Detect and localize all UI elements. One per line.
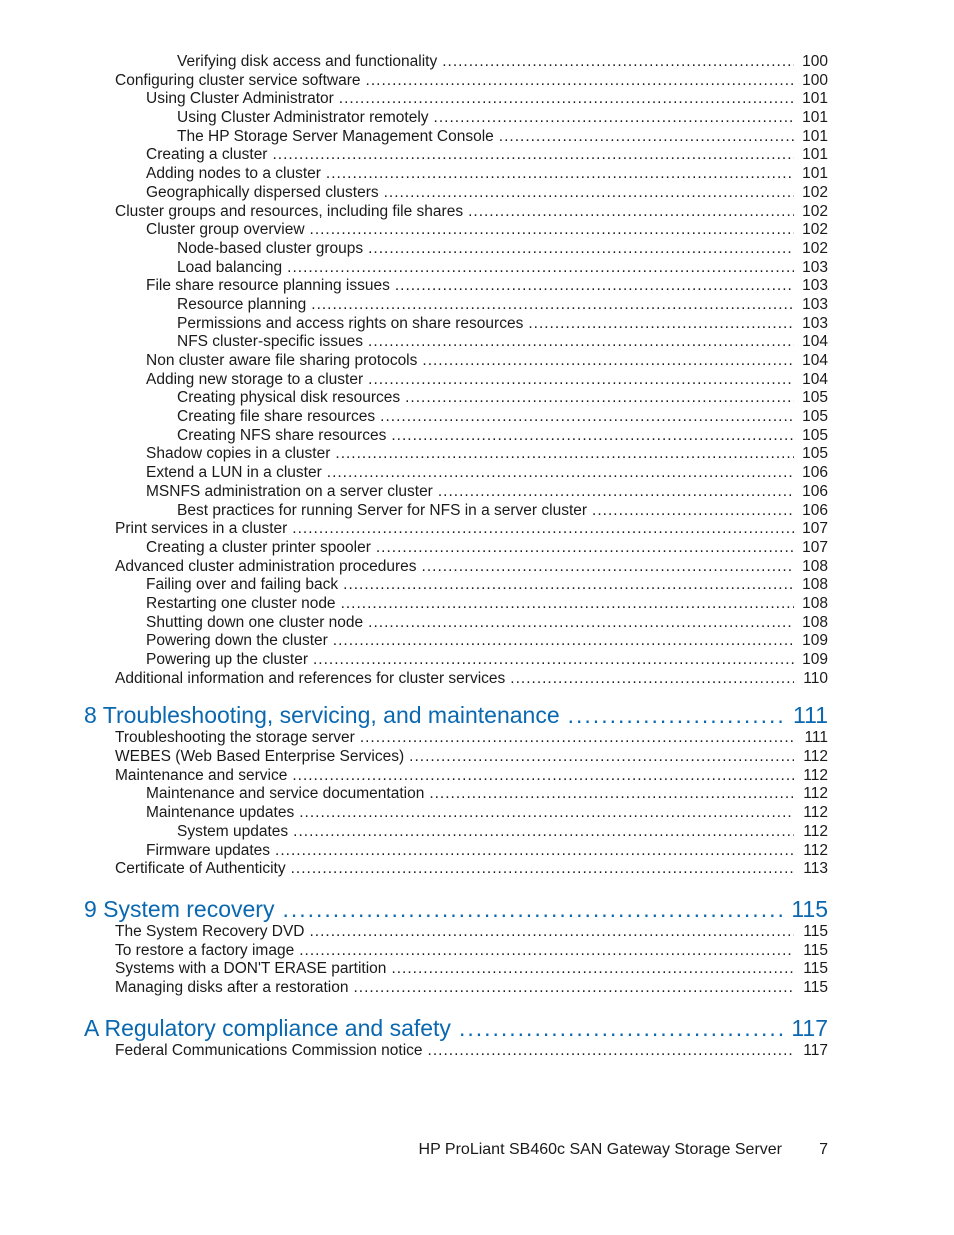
toc-entry-title: Maintenance and service [115, 766, 288, 784]
dot-leader [568, 701, 787, 729]
toc-entry[interactable] [146, 371, 954, 390]
section-spacer [0, 688, 954, 701]
toc-entry[interactable] [115, 1042, 954, 1061]
dot-leader [299, 942, 794, 961]
dot-leader [528, 315, 794, 334]
dot-leader [335, 445, 794, 464]
dot-leader [327, 464, 794, 483]
toc-page-number: 113 [803, 860, 828, 878]
dot-leader [442, 53, 794, 72]
toc-entry-title: Systems with a DON'T ERASE partition [115, 960, 387, 978]
toc-entry[interactable] [146, 539, 954, 558]
toc-entry[interactable] [115, 979, 954, 998]
dot-leader [391, 960, 794, 979]
dot-leader [292, 767, 794, 786]
toc-page-number: 100 [802, 71, 828, 89]
toc-page-number: 108 [802, 557, 828, 575]
dot-leader [592, 502, 794, 521]
toc-page-number: 112 [803, 822, 828, 840]
chapter-page-number: 115 [791, 895, 828, 922]
toc-entry[interactable] [146, 352, 954, 371]
toc-entry-title: Shadow copies in a cluster [146, 445, 331, 463]
chapter-page-number: 117 [791, 1014, 828, 1041]
toc-page-number: 105 [802, 445, 828, 463]
toc-page-number: 104 [802, 333, 828, 351]
dot-leader [459, 1014, 785, 1042]
toc-page-number: 105 [802, 426, 828, 444]
toc-entry-title: Advanced cluster administration procedures [115, 557, 417, 575]
dot-leader [380, 408, 794, 427]
toc-entry[interactable] [146, 146, 954, 165]
toc-entry-title: NFS cluster-specific issues [177, 333, 364, 351]
toc-entry-title: File share resource planning issues [146, 277, 390, 295]
toc-page-number: 107 [802, 520, 828, 538]
toc-entry-title: Creating file share resources [177, 408, 376, 426]
toc-page-number: 109 [802, 632, 828, 650]
dot-leader [510, 670, 794, 689]
toc-entry-title: Best practices for running Server for NFS in a server cluster [177, 501, 588, 519]
toc-entry-title: Firmware updates [146, 841, 271, 859]
dot-leader [272, 146, 794, 165]
toc-page-number: 102 [802, 202, 828, 220]
toc-entry-title: Creating a cluster [146, 146, 268, 164]
dot-leader [313, 651, 794, 670]
dot-leader [299, 804, 794, 823]
toc-entry[interactable] [177, 296, 954, 315]
chapter-title: 8 Troubleshooting, servicing, and maintenance [84, 702, 560, 729]
toc-entry[interactable] [115, 520, 954, 539]
toc-entry[interactable] [146, 277, 954, 296]
toc-entry[interactable] [146, 184, 954, 203]
toc-entry[interactable] [115, 558, 954, 577]
toc-entry[interactable] [177, 315, 954, 334]
toc-page-number: 108 [802, 576, 828, 594]
toc-entry-title: Maintenance updates [146, 804, 295, 822]
toc-entry[interactable] [146, 842, 954, 861]
dot-leader [405, 389, 794, 408]
toc-page-number: 112 [803, 785, 828, 803]
toc-page-number: 112 [803, 748, 828, 766]
toc-entry[interactable] [177, 109, 954, 128]
dot-leader [343, 576, 794, 595]
toc-entry[interactable] [115, 923, 954, 942]
toc-entry-title: Additional information and references for cluster services [115, 669, 506, 687]
dot-leader [368, 333, 794, 352]
toc-page-number: 104 [802, 352, 828, 369]
toc-entry[interactable] [115, 860, 954, 879]
toc-page-number: 109 [802, 651, 828, 668]
toc-entry-title: Failing over and failing back [146, 576, 339, 594]
dot-leader [468, 203, 794, 222]
toc-entry-title: Cluster group overview [146, 221, 305, 239]
dot-leader [368, 371, 794, 390]
dot-leader [292, 520, 794, 539]
footer-page-number: 7 [819, 1141, 828, 1158]
dot-leader [339, 90, 794, 109]
toc-entry-title: Using Cluster Administrator [146, 90, 334, 108]
toc-page-number: 112 [803, 804, 828, 822]
toc-entry-title: Restarting one cluster node [146, 594, 336, 612]
toc-entry[interactable] [146, 785, 954, 804]
chapter-heading-8[interactable] [84, 701, 954, 729]
toc-page-number: 103 [802, 277, 828, 295]
toc-entry[interactable] [146, 804, 954, 823]
toc-page-number: 102 [802, 183, 828, 201]
dot-leader [360, 729, 794, 748]
dot-leader [384, 184, 794, 203]
dot-leader [368, 240, 794, 259]
toc-entry-title: Extend a LUN in a cluster [146, 464, 322, 482]
toc-page-number: 101 [802, 146, 828, 164]
chapter-page-number: 111 [793, 702, 828, 729]
toc-page-number: 117 [803, 1041, 828, 1059]
toc-entry[interactable] [177, 333, 954, 352]
toc-entry[interactable] [146, 595, 954, 614]
toc-entry-title: Using Cluster Administrator remotely [177, 109, 429, 127]
toc-entry[interactable] [115, 72, 954, 91]
toc-entry[interactable] [177, 53, 954, 72]
dot-leader [311, 296, 794, 315]
toc-entry[interactable] [146, 221, 954, 240]
toc-entry-title: Configuring cluster service software [115, 71, 361, 89]
toc-entry-title: System updates [177, 822, 289, 840]
toc-entry[interactable] [177, 823, 954, 842]
toc-entry-title: Adding nodes to a cluster [146, 165, 321, 183]
toc-entry-title: Load balancing [177, 258, 283, 276]
toc-entry[interactable] [177, 240, 954, 259]
toc-page-number: 103 [802, 295, 828, 313]
toc-entry-title: Cluster groups and resources, including file shares [115, 202, 464, 220]
toc-entry-title: Creating a cluster printer spooler [146, 538, 371, 556]
toc-entry[interactable] [146, 651, 954, 670]
dot-leader [434, 109, 794, 128]
toc-entry[interactable] [115, 729, 954, 748]
toc-entry-title: Non cluster aware file sharing protocols [146, 352, 418, 369]
toc-entry[interactable] [115, 942, 954, 961]
dot-leader [353, 979, 794, 998]
toc-page-number: 115 [803, 978, 828, 996]
toc-entry[interactable] [146, 90, 954, 109]
toc-entry-title: To restore a factory image [115, 941, 295, 959]
table-of-contents [0, 53, 954, 1060]
toc-entry-title: MSNFS administration on a server cluster [146, 482, 433, 500]
toc-entry[interactable] [146, 165, 954, 184]
toc-entry-title: Permissions and access rights on share resources [177, 314, 524, 332]
toc-entry-title: Print services in a cluster [115, 520, 288, 538]
toc-entry-title: Managing disks after a restoration [115, 978, 349, 996]
toc-entry-title: Resource planning [177, 295, 307, 313]
toc-entry[interactable] [115, 203, 954, 222]
toc-entry-title: The System Recovery DVD [115, 922, 305, 940]
toc-entry[interactable] [146, 576, 954, 595]
toc-page-number: 105 [802, 408, 828, 426]
dot-leader [282, 895, 785, 923]
toc-entry[interactable] [115, 670, 954, 689]
chapter-title: 9 System recovery [84, 895, 275, 922]
toc-page-number: 103 [802, 314, 828, 332]
dot-leader [310, 221, 794, 240]
dot-leader [438, 483, 794, 502]
chapter-heading-9[interactable] [84, 895, 954, 923]
toc-entry-title: Shutting down one cluster node [146, 613, 364, 631]
dot-leader [310, 923, 795, 942]
toc-page-number: 115 [803, 941, 828, 959]
dot-leader [376, 539, 794, 558]
toc-page-number: 100 [802, 53, 828, 70]
toc-entry[interactable] [177, 408, 954, 427]
toc-page-number: 106 [802, 464, 828, 482]
dot-leader [368, 614, 794, 633]
dot-leader [428, 1042, 794, 1061]
dot-leader [422, 352, 794, 371]
chapter-heading-appendix-a[interactable] [84, 1014, 954, 1042]
toc-page-number: 101 [802, 165, 828, 183]
toc-page-number: 115 [803, 922, 828, 940]
toc-entry[interactable] [115, 748, 954, 767]
dot-leader [291, 860, 794, 879]
toc-entry[interactable] [146, 614, 954, 633]
toc-entry[interactable] [177, 427, 954, 446]
toc-page-number: 105 [802, 389, 828, 407]
dot-leader [429, 785, 794, 804]
toc-entry-title: Powering up the cluster [146, 651, 308, 668]
dot-leader [293, 823, 794, 842]
toc-page-number: 102 [802, 239, 828, 257]
toc-entry[interactable] [177, 259, 954, 278]
toc-entry-title: Verifying disk access and functionality [177, 53, 438, 70]
dot-leader [391, 427, 794, 446]
toc-entry[interactable] [146, 464, 954, 483]
dot-leader [366, 72, 794, 91]
toc-page-number: 104 [802, 370, 828, 388]
toc-entry-title: Certificate of Authenticity [115, 860, 286, 878]
toc-page-number: 115 [803, 960, 828, 978]
section-spacer [0, 998, 954, 1014]
toc-page-number: 107 [802, 538, 828, 556]
dot-leader [287, 259, 794, 278]
dot-leader [275, 842, 794, 861]
toc-entry-title: WEBES (Web Based Enterprise Services) [115, 748, 405, 766]
dot-leader [422, 558, 794, 577]
toc-entry-title: Troubleshooting the storage server [115, 729, 355, 747]
toc-entry[interactable] [146, 632, 954, 651]
toc-entry[interactable] [177, 128, 954, 147]
toc-entry-title: Creating physical disk resources [177, 389, 401, 407]
toc-entry[interactable] [146, 483, 954, 502]
toc-page-number: 108 [802, 613, 828, 631]
toc-entry-title: Maintenance and service documentation [146, 785, 425, 803]
toc-page-number: 112 [803, 841, 828, 859]
toc-entry-title: The HP Storage Server Management Console [177, 127, 494, 145]
toc-entry[interactable] [146, 445, 954, 464]
toc-page-number: 112 [803, 766, 828, 784]
toc-entry-title: Node-based cluster groups [177, 239, 364, 257]
dot-leader [395, 277, 794, 296]
toc-entry[interactable] [115, 960, 954, 979]
toc-entry-title: Geographically dispersed clusters [146, 183, 379, 201]
section-spacer [0, 879, 954, 895]
toc-page-number: 101 [802, 127, 828, 145]
toc-entry[interactable] [177, 502, 954, 521]
dot-leader [326, 165, 794, 184]
toc-page-number: 106 [802, 501, 828, 519]
toc-page-number: 108 [802, 594, 828, 612]
toc-entry-title: Adding new storage to a cluster [146, 370, 364, 388]
toc-page-number: 102 [802, 221, 828, 239]
toc-page-number: 101 [802, 109, 828, 127]
toc-page-number: 103 [802, 258, 828, 276]
toc-page-number: 101 [802, 90, 828, 108]
dot-leader [341, 595, 794, 614]
toc-entry[interactable] [115, 767, 954, 786]
chapter-title: A Regulatory compliance and safety [84, 1014, 451, 1041]
footer-doc-title: HP ProLiant SB460c SAN Gateway Storage Server [418, 1141, 782, 1158]
dot-leader [499, 128, 794, 147]
toc-entry-title: Powering down the cluster [146, 632, 328, 650]
toc-entry-title: Creating NFS share resources [177, 426, 387, 444]
toc-page-number: 111 [804, 729, 828, 747]
toc-page-number: 106 [802, 482, 828, 500]
toc-entry-title: Federal Communications Commission notice [115, 1041, 423, 1059]
dot-leader [409, 748, 794, 767]
toc-page-number: 110 [803, 669, 828, 687]
dot-leader [333, 632, 794, 651]
toc-entry[interactable] [177, 389, 954, 408]
